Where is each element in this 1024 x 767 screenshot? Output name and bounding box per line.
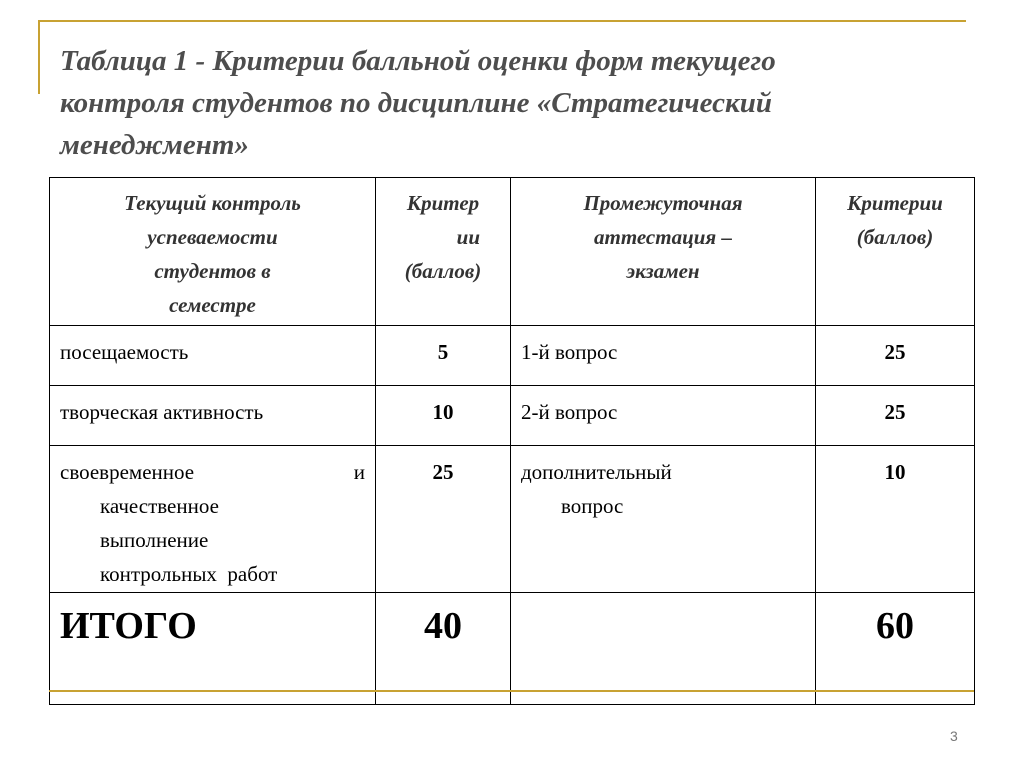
label-line: контрольных работ — [100, 562, 278, 586]
label-line — [60, 455, 365, 489]
label-line: вопрос — [561, 494, 624, 518]
row-activity-label: посещаемость — [50, 326, 376, 386]
label-line: дополнительный — [521, 460, 672, 484]
row-exam-label — [511, 446, 816, 593]
table-row — [50, 386, 975, 446]
header-line: экзамен — [626, 259, 700, 283]
header-line: семестре — [169, 293, 256, 317]
slide-title — [60, 40, 980, 166]
header-criteria-left — [376, 178, 511, 326]
row-exam-score: 10 — [816, 446, 975, 593]
label-line: качественное — [100, 494, 219, 518]
grading-table — [49, 177, 975, 705]
header-current-control — [50, 178, 376, 326]
total-left-score: 40 — [376, 593, 511, 705]
header-line: ии — [456, 225, 480, 249]
header-line: студентов в — [154, 259, 271, 283]
accent-line-left — [38, 20, 40, 94]
row-exam-score: 25 — [816, 386, 975, 446]
label-word: своевременное — [60, 460, 195, 484]
header-line: (баллов) — [404, 259, 482, 283]
table-header-row — [50, 178, 975, 326]
header-criteria-right — [816, 178, 975, 326]
page-number: 3 — [950, 728, 958, 744]
row-exam-label: 2-й вопрос — [511, 386, 816, 446]
header-exam — [511, 178, 816, 326]
total-right-score: 60 — [816, 593, 975, 705]
accent-line-top — [38, 20, 966, 22]
row-activity-label: творческая активность — [50, 386, 376, 446]
header-line: Текущий контроль — [124, 191, 301, 215]
row-activity-score: 10 — [376, 386, 511, 446]
header-line: (баллов) — [856, 225, 934, 249]
label-word: и — [353, 460, 365, 484]
row-activity-score: 25 — [376, 446, 511, 593]
row-activity-score: 5 — [376, 326, 511, 386]
row-exam-score: 25 — [816, 326, 975, 386]
total-label: ИТОГО — [50, 593, 376, 705]
header-line: Промежуточная — [583, 191, 743, 215]
header-line: Критерии — [847, 191, 943, 215]
row-activity-label — [50, 446, 376, 593]
table-row — [50, 446, 975, 593]
table-row — [50, 326, 975, 386]
header-line: Критер — [406, 191, 480, 215]
label-line: выполнение — [100, 528, 209, 552]
header-line: успеваемости — [147, 225, 278, 249]
header-line: аттестация – — [593, 225, 733, 249]
row-exam-label: 1-й вопрос — [511, 326, 816, 386]
accent-line-bottom — [49, 690, 974, 692]
title-line: Таблица 1 - Критерии балльной оценки форм текущего — [60, 45, 776, 77]
title-line: менеджмент» — [60, 129, 249, 161]
table-total-row — [50, 593, 975, 705]
total-empty-cell — [511, 593, 816, 705]
title-line: контроля студентов по дисциплине «Стратегический — [60, 87, 772, 119]
